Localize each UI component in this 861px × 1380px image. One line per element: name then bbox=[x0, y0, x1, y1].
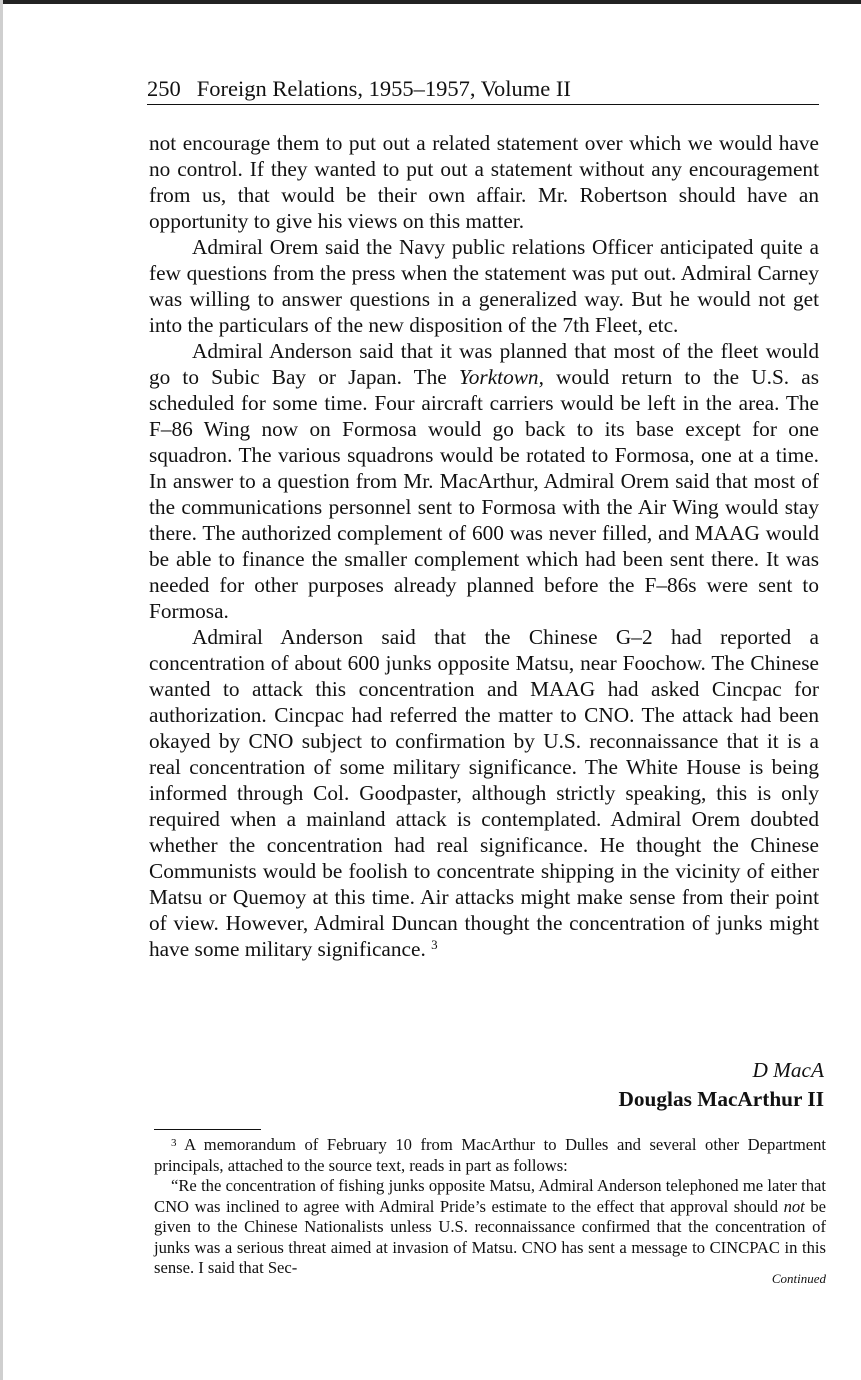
running-title: Foreign Relations, 1955–1957, Volume II bbox=[196, 76, 571, 101]
footnote-quote bbox=[154, 1176, 826, 1279]
footnote-marker: 3 bbox=[171, 1137, 177, 1149]
page-number: 250 bbox=[147, 76, 181, 101]
scan-left-edge bbox=[0, 0, 3, 1380]
paragraph-continued: not encourage them to put out a related statement over which we would have no control. If they wanted to put out a statement without any encouragement from us, that would be their own affair. Mr. Robertson should have an opportunity to give his views on this matter. bbox=[149, 131, 819, 233]
signature-initials: D MacA bbox=[752, 1058, 824, 1082]
signatory-name: Douglas MacArthur II bbox=[618, 1087, 824, 1111]
footnote-quote-emphasis: not bbox=[783, 1196, 805, 1216]
footnote-reference[interactable]: 3 bbox=[431, 937, 438, 952]
footnote-3 bbox=[154, 1135, 826, 1176]
paragraph-fleet-text-2: would return to the U.S. as scheduled for some time. Four aircraft carriers would be left in the area. The F–86 Wing now on Formosa would go back to its base except for one squadron. The various squadrons would be rotated to Formosa, one at a time. In answer to a question from Mr. MacArthur, Admiral Orem said that most of the communications personnel sent to Formosa with the Air Wing would stay there. The authorized complement of 600 was never filled, and MAAG would be able to finance the smaller complement which had been sent there. It was needed for other purposes already planned before the F–86s were sent to Formosa. bbox=[149, 365, 819, 623]
footnote-quote-text-2: be given to the Chinese Nationalists unless U.S. reconnaissance confirmed that the concentration of junks was a serious threat aimed at invasion of Matsu. CNO has sent a message to CINCPAC in this sense. I said that Sec- bbox=[154, 1196, 826, 1277]
continued-marker: Continued bbox=[771, 1271, 826, 1286]
paragraph-junk-text: Admiral Anderson said that the Chinese G–2 had reported a concentration of about 600 junks opposite Matsu, near Foochow. The Chinese wanted to attack this concentration and MAAG had asked Cincpac for authorization. Cincpac had referred the matter to CNO. The attack had been okayed by CNO subject to confirmation by U.S. reconnaissance that it is a real concentration of some military significance. The White House is being informed through Col. Goodpaster, although strictly speaking, this is only required when a mainland attack is contemplated. Admiral Orem doubted whether the concentration had real significance. He thought the Chinese Communists would be foolish to concentrate shipping in the vicinity of either Matsu or Quemoy at this time. Air attacks might make sense from their point of view. However, Admiral Duncan thought the concentration of junks might have some military significance. bbox=[149, 625, 819, 961]
running-header bbox=[147, 74, 819, 105]
body-text bbox=[149, 130, 819, 962]
signature-block bbox=[149, 1057, 824, 1113]
paragraph-junk-concentration bbox=[149, 624, 819, 962]
paragraph-fleet-text-1: Admiral Anderson said that it was planned that most of the fleet would go to Subic Bay or Japan. The bbox=[149, 339, 819, 389]
footnote-text: A memorandum of February 10 from MacArthur to Dulles and several other Department principals, attached to the source text, reads in part as follows: bbox=[154, 1135, 826, 1175]
scan-top-edge bbox=[0, 0, 861, 4]
paragraph-orem-press: Admiral Orem said the Navy public relations Officer anticipated quite a few questions from the press when the statement was put out. Admiral Carney was willing to answer questions in a generalized way. But he would not get into the particulars of the new disposition of the 7th Fleet, etc. bbox=[149, 235, 819, 337]
footnote-section bbox=[154, 1135, 826, 1279]
footnote-quote-text-1: “Re the concentration of fishing junks opposite Matsu, Admiral Anderson telephoned me later that CNO was inclined to agree with Admiral Pride’s estimate to the effect that approval should bbox=[154, 1176, 826, 1216]
ship-name-yorktown: Yorktown, bbox=[458, 365, 544, 389]
paragraph-fleet-disposition bbox=[149, 338, 819, 624]
footnote-divider bbox=[154, 1129, 261, 1130]
